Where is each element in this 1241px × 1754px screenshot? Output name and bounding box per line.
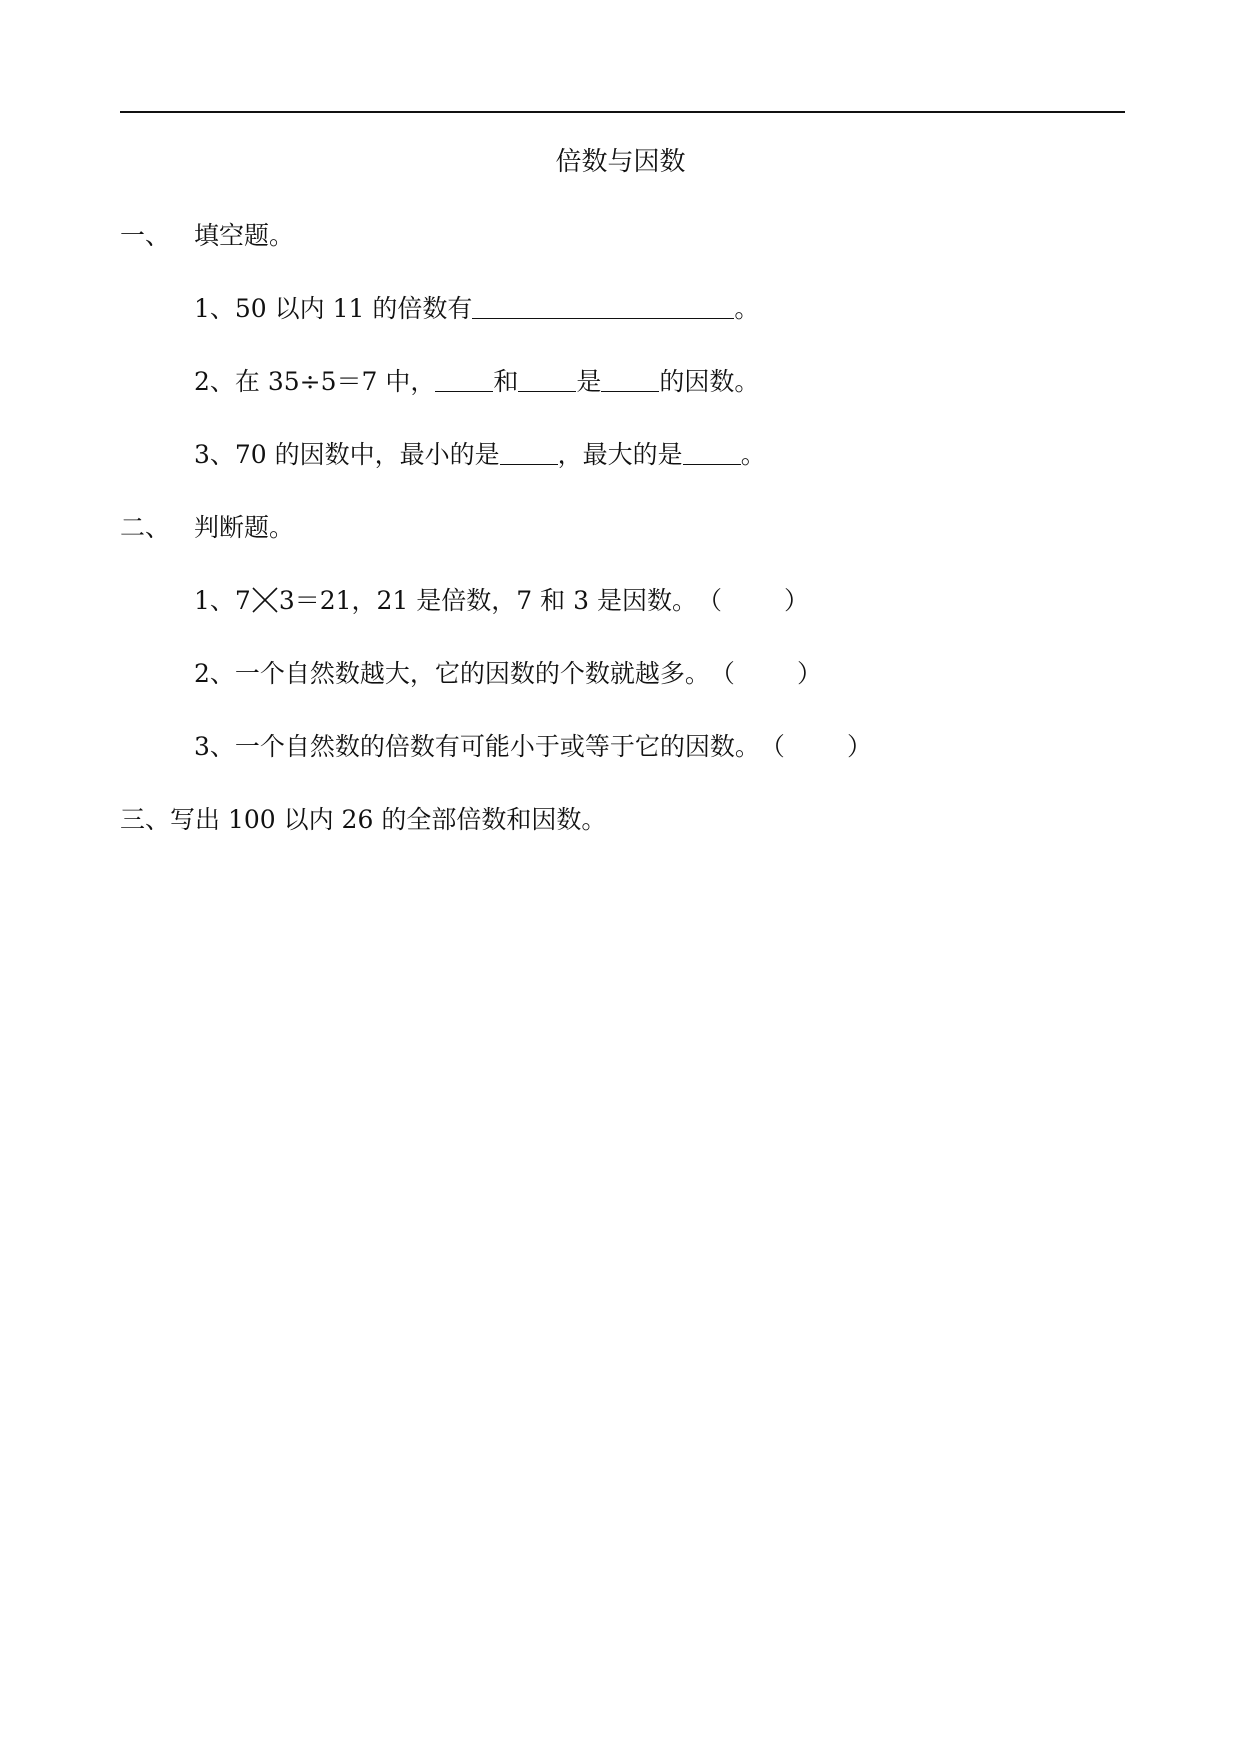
fill-question-1: 1、50 以内 11 的倍数有 。: [194, 294, 760, 323]
answer-paren[interactable]: （ ）: [696, 586, 809, 615]
judge-question-3: 3、一个自然数的倍数有可能小于或等于它的因数。（ ）: [194, 730, 872, 764]
section-number: 二、: [120, 513, 171, 542]
header-rule: [120, 111, 1125, 113]
judge-question-1: 1、7 3＝21，21 是倍数，7 和 3 是因数。（ ）: [194, 584, 809, 618]
multiply-sign-icon: [251, 587, 279, 613]
answer-blank[interactable]: [435, 365, 493, 392]
section-number: 一、: [120, 221, 171, 250]
answer-paren[interactable]: （ ）: [759, 732, 872, 761]
section-title: 填空题。: [194, 221, 295, 250]
section-fill-in-heading: [120, 219, 294, 253]
answer-blank[interactable]: [601, 365, 659, 392]
section-write-question: 三、写出 100 以内 26 的全部倍数和因数。: [120, 805, 607, 834]
answer-blank[interactable]: [683, 438, 741, 465]
answer-blank[interactable]: [472, 292, 734, 319]
answer-blank[interactable]: [500, 438, 558, 465]
fill-question-3: 3、70 的因数中，最小的是 ，最大的是 。: [194, 440, 766, 469]
judge-question-2: 2、一个自然数越大，它的因数的个数就越多。（ ）: [194, 657, 822, 691]
page-title: 倍数与因数: [555, 147, 686, 177]
answer-paren[interactable]: （ ）: [709, 659, 822, 688]
fill-question-2: 2、在 35÷5＝7 中， 和 是 的因数。: [194, 367, 760, 396]
section-title: 判断题。: [194, 513, 295, 542]
answer-blank[interactable]: [518, 365, 576, 392]
section-judgement-heading: [120, 511, 294, 545]
